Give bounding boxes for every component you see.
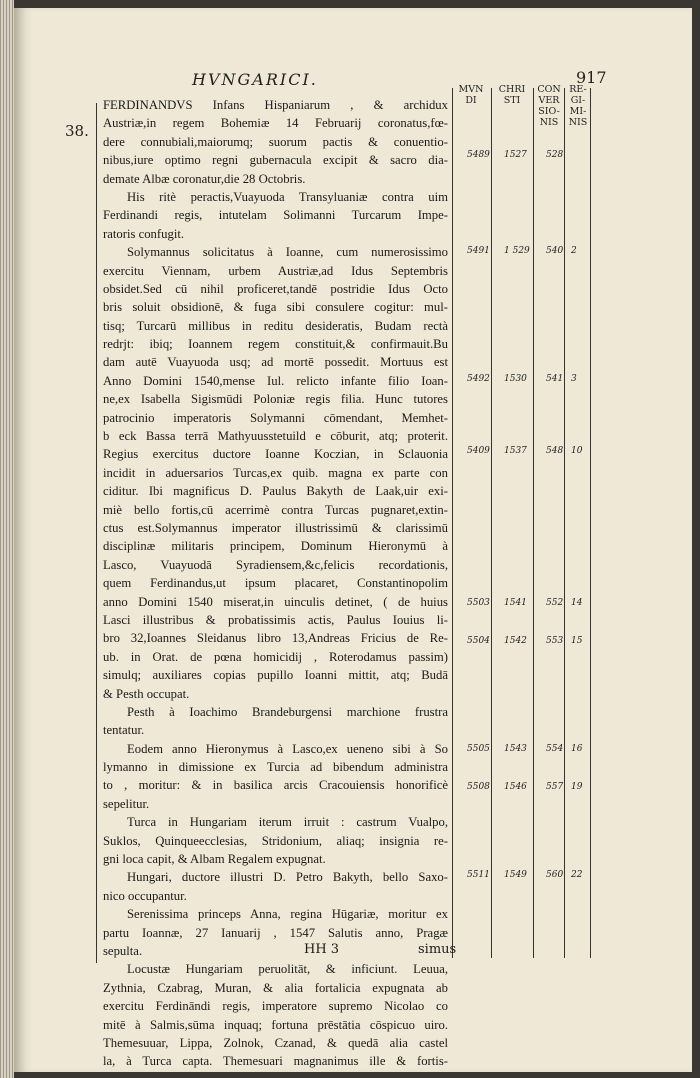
- date-conv: 528: [546, 150, 564, 160]
- text-line: Ferdinandi regis, intutelam Solimanni Turcarum Impe-: [103, 208, 448, 223]
- text-line: bris soluit obsidionē, & fuga sibi consulere cogitur: mul-: [103, 300, 448, 315]
- column-rule-1: [452, 88, 453, 958]
- date-christi: 1546: [504, 782, 527, 792]
- column-head-christi: CHRI STI: [498, 84, 526, 106]
- text-line: FERDINANDVS Infans Hispaniarum , & archidux: [103, 98, 448, 112]
- text-line: incidit in aduersarios Turcas,ex quib. magna ex parte con: [103, 465, 448, 480]
- text-line: Themesuuar, Lippa, Zolnok, Czanad, & quedā alia castel: [103, 1035, 448, 1050]
- signature-mark: HH 3: [304, 942, 340, 957]
- date-conv: 541: [546, 374, 564, 384]
- column-head-regiminis: RE- GI- MI- NIS: [568, 84, 588, 128]
- date-mundi: 5504: [467, 636, 490, 646]
- column-rule-3: [533, 88, 534, 958]
- text-line: anno Domini 1540 miserat,in uinculis detinet, ( de huius: [103, 594, 448, 609]
- left-column-rule: [96, 103, 97, 963]
- column-head-mundi: MVN DI: [458, 84, 484, 106]
- date-conv: 548: [546, 446, 564, 456]
- text-line: Turca in Hungariam iterum irruit : castrum Vualpo,: [127, 815, 448, 830]
- body-text: [103, 96, 448, 1071]
- column-rule-2: [491, 88, 492, 958]
- date-mundi: 5409: [467, 446, 490, 456]
- date-christi: 1543: [504, 744, 527, 754]
- date-reg: 16: [571, 744, 583, 754]
- text-line: Serenissima princeps Anna, regina Hūgariæ, moritur ex: [127, 907, 448, 922]
- text-line: Pesth à Ioachimo Brandeburgensi marchione frustra: [127, 704, 448, 719]
- date-conv: 560: [546, 870, 564, 880]
- text-line: lymanno in dimissione ex Turcia ad bibendum administra: [103, 760, 448, 775]
- column-head-conversionis: CON VER SIO- NIS: [537, 84, 561, 128]
- date-reg: 10: [571, 446, 583, 456]
- folio-number: 917: [576, 68, 607, 87]
- text-line: ub. in Orat. de pœna homicidij , Roterodamus passim): [103, 649, 448, 664]
- text-line: tentatur.: [103, 723, 145, 738]
- text-line: His ritè peractis,Vuayuoda Transyluaniæ contra uim: [127, 189, 448, 204]
- date-christi: 1542: [504, 636, 527, 646]
- text-line: Lasci illustribus & probatissimis actis, Paulus Iouius li-: [103, 612, 448, 627]
- margin-number: 38.: [65, 122, 89, 140]
- text-line: la, à Turca capta. Themesuari magnanimus ille & fortis-: [103, 1054, 448, 1069]
- date-conv: 557: [546, 782, 564, 792]
- text-line: quem Ferdinandus,ut ipsum placaret, Constantinopolim: [103, 576, 448, 591]
- text-line: tisq; Turcarū millibus in reditu desideratis, Budam rectà: [103, 318, 448, 333]
- date-reg: 2: [571, 246, 577, 256]
- date-mundi: 5511: [467, 870, 490, 880]
- text-line: demate Albæ coronatur,die 28 Octobris.: [103, 171, 306, 186]
- date-christi: 1 529: [504, 246, 530, 256]
- date-christi: 1549: [504, 870, 527, 880]
- text-line: bro 32,Ioannes Sleidanus libro 13,Andreas Fricius de Re-: [103, 631, 448, 646]
- text-line: Zythnia, Czabrag, Muran, & alia fortalicia expugnata ab: [103, 980, 448, 995]
- date-mundi: 5508: [467, 782, 490, 792]
- text-line: sepelitur.: [103, 796, 150, 811]
- text-line: mitē à Salmis,sūma inquaq; fortuna prēstātia cōspicuo uiro.: [103, 1017, 448, 1032]
- date-reg: 22: [571, 870, 583, 880]
- text-line: ciditur. Ibi magnificus D. Paulus Bakyth de Laak,uir exi-: [103, 484, 448, 499]
- book-spine-edge: [0, 0, 14, 1078]
- text-line: Austriæ,in regem Bohemiæ 14 Februarij coronatus,fœ-: [103, 116, 448, 131]
- date-mundi: 5503: [467, 598, 490, 608]
- text-line: patrocinio imperatoris Solymanni cōmendant, Memhet-: [103, 410, 448, 425]
- date-reg: 14: [571, 598, 583, 608]
- date-christi: 1530: [504, 374, 527, 384]
- book-page: [14, 8, 692, 1072]
- text-line: redrjt: ibiq; Ioannem regem constituit,& confirmauit.Bu: [103, 337, 448, 352]
- text-line: Regius exercitus ductore Ioanne Koczian, in Sclauonia: [103, 447, 448, 462]
- text-line: nibus,iure optimo regni gubernacula excipit & sacro dia-: [103, 153, 448, 168]
- text-line: nico occupantur.: [103, 888, 187, 903]
- text-line: gni loca capit, & Albam Regalem expugnat.: [103, 852, 326, 867]
- column-rule-4: [564, 88, 565, 958]
- date-christi: 1527: [504, 150, 527, 160]
- text-line: simulq; auxiliares copias pupillo Ioanni mittit, atq; Budā: [103, 668, 448, 683]
- column-rule-5: [590, 88, 591, 958]
- text-line: Anno Domini 1540,mense Iul. relicto infante filio Ioan-: [103, 373, 448, 388]
- date-conv: 540: [546, 246, 564, 256]
- date-reg: 19: [571, 782, 583, 792]
- running-head: HVNGARICI.: [192, 70, 318, 89]
- text-line: miè bello fortis,cū acerrimè contra Turcas pugnaret,extin-: [103, 502, 448, 517]
- date-mundi: 5489: [467, 150, 490, 160]
- date-mundi: 5505: [467, 744, 490, 754]
- text-line: obsidet.Sed cū nihil proficeret,tandē postridie Idus Octo: [103, 281, 448, 296]
- text-line: exercitu Viennam, urbem Austriæ,ad Idus Septembris: [103, 263, 448, 278]
- date-conv: 553: [546, 636, 564, 646]
- date-mundi: 5491: [467, 246, 490, 256]
- date-mundi: 5492: [467, 374, 490, 384]
- text-line: disciplinæ militaris principem, Dominum Hieronymū à: [103, 539, 448, 554]
- text-line: partu Ioannæ, 27 Ianuarij , 1547 Salutis anno, Pragæ: [103, 925, 448, 940]
- text-line: exercitu Ferdināndi regis, imperatore supremo Nicolao co: [103, 999, 448, 1014]
- date-reg: 3: [571, 374, 577, 384]
- text-line: dam autē Vuayuoda usq; ad mortē possedit. Mortuus est: [103, 355, 448, 370]
- date-christi: 1541: [504, 598, 527, 608]
- date-christi: 1537: [504, 446, 527, 456]
- text-line: Locustæ Hungariam peruolitāt, & inficiunt. Leuua,: [127, 962, 448, 977]
- text-line: Lasco, Vuayuodā Syradiensem,&c,felicis recordationis,: [103, 557, 448, 572]
- text-line: ratoris confugit.: [103, 226, 185, 241]
- date-reg: 15: [571, 636, 583, 646]
- text-line: dere connubiali,maiorumq; suorum pactis & conuentio-: [103, 134, 448, 149]
- text-line: Solymannus solicitatus à Ioanne, cum numerosissimo: [127, 245, 448, 260]
- text-line: sepulta.: [103, 943, 143, 958]
- text-line: Suklos, Quinqueecclesias, Stridonium, aliaq; insignia re-: [103, 833, 448, 848]
- text-line: & Pesth occupat.: [103, 686, 190, 701]
- catchword: simus: [418, 942, 457, 957]
- text-line: Hungari, ductore illustri D. Petro Bakyth, bello Saxo-: [127, 870, 448, 885]
- text-line: ctus est.Solymannus imperator illustrissimū & clarissimū: [103, 520, 448, 535]
- text-line: ne,ex Isabella Sigismūdi Poloniæ regis filia. Hunc tutores: [103, 392, 448, 407]
- date-conv: 554: [546, 744, 564, 754]
- text-line: b eck Bassa terrā Mathyuusstetuild e cōburit, atq; proterit.: [103, 429, 448, 444]
- text-line: Eodem anno Hieronymus à Lasco,ex ueneno sibi à So: [127, 741, 448, 756]
- text-line: to , moritur: & in basilica arcis Cracouiensis honorificè: [103, 778, 448, 793]
- date-conv: 552: [546, 598, 564, 608]
